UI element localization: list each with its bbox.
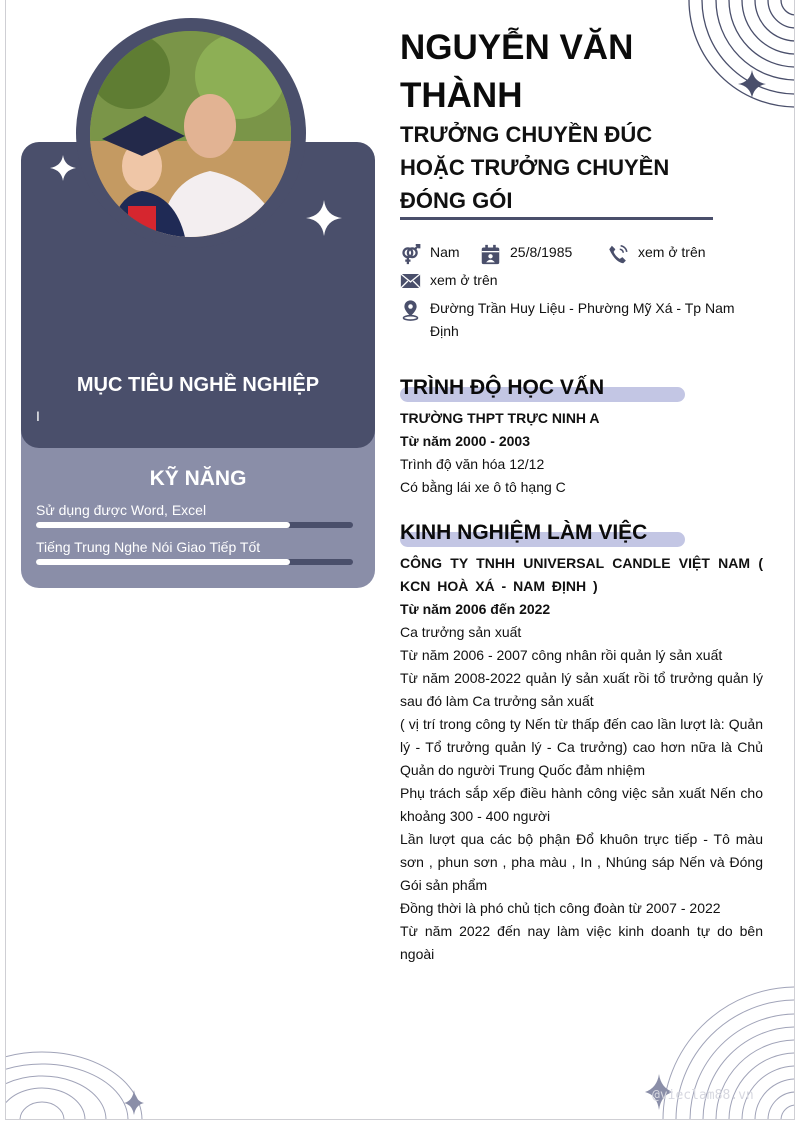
experience-line: ( vị trí trong công ty Nến từ thấp đến cao lần lượt là: Quản lý - Tổ trưởng quản lý - Ca trưởng) cao hơn nữa là Chủ Quản do người Trung Quốc đảm nhiệm	[400, 716, 763, 778]
arc-ring	[690, 1014, 795, 1120]
arc-ring	[781, 1105, 795, 1120]
email-value: xem ở trên	[430, 272, 498, 288]
arc-ring	[781, 0, 795, 15]
watermark: @vieclam88.vn	[652, 1088, 754, 1103]
experience-line: Phụ trách sắp xếp điều hành công việc sản xuất Nến cho khoảng 300 - 400 người	[400, 785, 763, 824]
education-section	[400, 407, 763, 499]
arc-ring	[755, 0, 795, 41]
objective-title: MỤC TIÊU NGHỀ NGHIỆP	[76, 374, 320, 396]
skill-bar-fill	[36, 559, 290, 565]
phone-value: xem ở trên	[638, 244, 706, 260]
gender-value: Nam	[430, 244, 460, 260]
profile-photo	[90, 31, 291, 237]
phone-icon	[607, 244, 629, 265]
experience-line: Đồng thời là phó chủ tịch công đoàn từ 2007 - 2022	[400, 900, 721, 916]
education-title: TRÌNH ĐỘ HỌC VẤN	[400, 376, 605, 399]
location-icon	[400, 299, 421, 321]
experience-title: KINH NGHIỆM LÀM VIỆC	[400, 521, 648, 544]
sparkle-icon	[50, 155, 76, 181]
arc-ring	[755, 1079, 795, 1120]
experience-line: Từ năm 2022 đến nay làm việc kinh doanh tự do bên ngoài	[400, 923, 763, 962]
education-line: Có bằng lái xe ô tô hạng C	[400, 479, 566, 495]
gender-icon	[400, 244, 421, 265]
experience-period: Từ năm 2006 đến 2022	[400, 601, 551, 617]
email-icon	[400, 272, 421, 290]
birthday-value: 25/8/1985	[510, 244, 573, 260]
bottom-left-arcs-icon	[6, 1052, 142, 1120]
skill-bar-fill	[36, 522, 290, 528]
education-line: Trình độ văn hóa 12/12	[400, 456, 545, 472]
skill-bar	[36, 559, 353, 565]
experience-line: Từ năm 2008-2022 quản lý sản xuất rồi tổ trưởng quản lý sau đó làm Ca trưởng sản xuất	[400, 670, 763, 709]
company-name: CÔNG TY TNHH UNIVERSAL CANDLE VIỆT NAM ( KCN HOÀ XÁ - NAM ĐỊNH )	[400, 555, 763, 594]
skill-label: Tiếng Trung Nghe Nói Giao Tiếp Tốt	[36, 539, 261, 555]
arc-ring	[716, 1040, 795, 1120]
skill-bar	[36, 522, 353, 528]
education-period: Từ năm 2000 - 2003	[400, 433, 530, 449]
experience-section	[400, 552, 763, 966]
candidate-name: NGUYỄN VĂN THÀNH	[400, 28, 634, 115]
objective-text: I	[36, 408, 40, 424]
sparkle-icon	[306, 200, 342, 236]
calendar-icon	[480, 244, 501, 265]
skill-label: Sử dụng được Word, Excel	[36, 502, 207, 518]
experience-line: Từ năm 2006 - 2007 công nhân rồi quản lý sản xuất	[400, 647, 723, 663]
experience-line: Ca trưởng sản xuất	[400, 624, 522, 640]
experience-line: Lần lượt qua các bộ phận Đổ khuôn trực tiếp - Tô màu sơn , phun sơn , pha màu , In , Nhúng sáp Nến và Đóng Gói sản phẩm	[400, 831, 763, 893]
job-title: TRƯỞNG CHUYỀN ĐÚC HOẶC TRƯỞNG CHUYỀN ĐÓNG GÓI	[400, 122, 670, 213]
skills-title: KỸ NĂNG	[149, 467, 247, 490]
address-value: Đường Trần Huy Liệu - Phường Mỹ Xá - Tp Nam Định	[430, 300, 735, 339]
divider	[400, 217, 713, 220]
school-name: TRƯỜNG THPT TRỰC NINH A	[400, 410, 600, 426]
